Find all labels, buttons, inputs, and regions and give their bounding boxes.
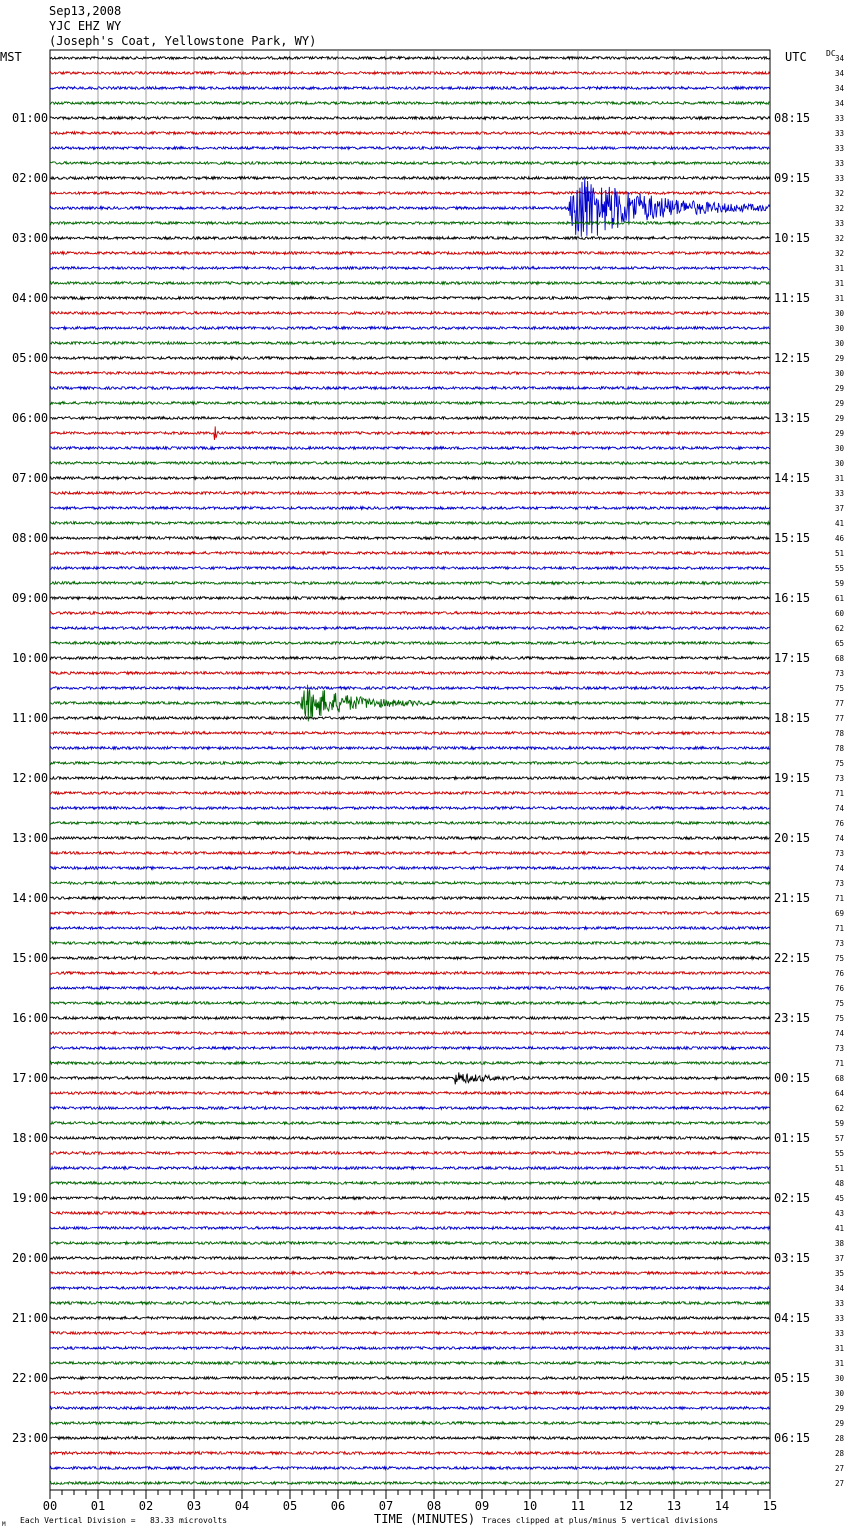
dc-offset-label: 27 <box>835 1479 845 1488</box>
left-hour-label: 22:00 <box>12 1371 49 1385</box>
trace-line <box>50 942 770 945</box>
dc-offset-label: 29 <box>835 429 845 438</box>
left-hour-label: 08:00 <box>12 531 49 545</box>
trace-line <box>50 1137 770 1140</box>
right-hour-label: 15:15 <box>774 531 811 545</box>
trace-line <box>50 1122 770 1125</box>
dc-offset-label: 62 <box>835 624 845 633</box>
clip-note: Traces clipped at plus/minus 5 vertical divisions <box>482 1516 719 1525</box>
dc-offset-label: 30 <box>835 459 845 468</box>
right-hour-label: 01:15 <box>774 1131 811 1145</box>
x-tick-label: 05 <box>282 1499 298 1513</box>
left-hour-label: 20:00 <box>12 1251 49 1265</box>
x-tick-label: 08 <box>426 1499 442 1513</box>
dc-offset-label: 78 <box>835 744 845 753</box>
trace-line <box>50 1482 770 1485</box>
trace-line <box>50 57 770 60</box>
trace-line <box>50 1047 770 1050</box>
trace-line <box>50 685 770 722</box>
dc-offset-label: 29 <box>835 354 845 363</box>
right-hour-label: 10:15 <box>774 231 811 245</box>
left-hour-label: 03:00 <box>12 231 49 245</box>
dc-offset-label: 76 <box>835 984 845 993</box>
trace-line <box>50 582 770 585</box>
trace-line <box>50 762 770 765</box>
trace-line <box>50 957 770 960</box>
trace-line <box>50 417 770 420</box>
trace-line <box>50 357 770 360</box>
dc-offset-label: 37 <box>835 504 845 513</box>
trace-line <box>50 102 770 105</box>
dc-offset-label: 33 <box>835 489 845 498</box>
dc-offset-label: 35 <box>835 1269 845 1278</box>
right-hour-label: 06:15 <box>774 1431 811 1445</box>
trace-line <box>50 492 770 495</box>
dc-offset-label: 32 <box>835 249 845 258</box>
x-axis <box>43 1490 777 1513</box>
left-hour-label: 04:00 <box>12 291 49 305</box>
left-hour-label: 09:00 <box>12 591 49 605</box>
right-hour-label: 12:15 <box>774 351 811 365</box>
right-hour-label: 17:15 <box>774 651 811 665</box>
trace-line <box>50 1317 770 1320</box>
x-axis-title: TIME (MINUTES) <box>374 1512 476 1526</box>
trace-line <box>50 927 770 930</box>
trace-line <box>50 1287 770 1290</box>
trace-line <box>50 867 770 870</box>
trace-line <box>50 402 770 405</box>
x-tick-label: 14 <box>714 1499 730 1513</box>
trace-line <box>50 222 770 225</box>
left-hour-label: 05:00 <box>12 351 49 365</box>
x-tick-label: 03 <box>186 1499 202 1513</box>
right-hour-label: 22:15 <box>774 951 811 965</box>
trace-line <box>50 1107 770 1110</box>
trace-line <box>50 1302 770 1305</box>
left-hour-label: 12:00 <box>12 771 49 785</box>
trace-line <box>50 1242 770 1245</box>
trace-line <box>50 297 770 300</box>
dc-offset-label: 34 <box>835 99 845 108</box>
trace-line <box>50 426 770 440</box>
x-tick-label: 02 <box>138 1499 154 1513</box>
dc-offset-label: 68 <box>835 654 845 663</box>
trace-line <box>50 672 770 675</box>
trace-line <box>50 1272 770 1275</box>
trace-line <box>50 1152 770 1155</box>
dc-offset-label: 29 <box>835 384 845 393</box>
dc-offset-label: 77 <box>835 714 845 723</box>
dc-offset-label: 30 <box>835 1389 845 1398</box>
dc-offset-label: 30 <box>835 309 845 318</box>
dc-offset-label: 65 <box>835 639 845 648</box>
dc-offset-label: 31 <box>835 474 845 483</box>
right-hour-label: 19:15 <box>774 771 811 785</box>
header-channel: YJC EHZ WY <box>49 19 122 33</box>
dc-offset-label: 32 <box>835 189 845 198</box>
dc-offset-label: 64 <box>835 1089 845 1098</box>
trace-line <box>50 282 770 285</box>
dc-offset-label: 31 <box>835 1344 845 1353</box>
dc-offset-label: 62 <box>835 1104 845 1113</box>
trace-line <box>50 1032 770 1035</box>
dc-offset-label: 29 <box>835 399 845 408</box>
dc-offset-label: 43 <box>835 1209 845 1218</box>
trace-line <box>50 507 770 510</box>
trace-line <box>50 1227 770 1230</box>
right-hour-label: 16:15 <box>774 591 811 605</box>
trace-line <box>50 732 770 735</box>
trace-line <box>50 237 770 240</box>
dc-offset-label: 31 <box>835 279 845 288</box>
dc-offset-label: 55 <box>835 564 845 573</box>
dc-offset-label: 76 <box>835 969 845 978</box>
left-hour-label: 07:00 <box>12 471 49 485</box>
trace-line <box>50 567 770 570</box>
right-hour-label: 20:15 <box>774 831 811 845</box>
x-tick-label: 00 <box>42 1499 58 1513</box>
trace-line <box>50 552 770 555</box>
dc-offset-label: 33 <box>835 174 845 183</box>
dc-offset-label: 48 <box>835 1179 845 1188</box>
trace-line <box>50 1072 770 1084</box>
left-hour-label: 23:00 <box>12 1431 49 1445</box>
dc-offset-label: 74 <box>835 1029 845 1038</box>
trace-line <box>50 312 770 315</box>
trace-line <box>50 178 770 237</box>
dc-offset-label: 28 <box>835 1449 845 1458</box>
dc-offset-label: 55 <box>835 1149 845 1158</box>
trace-line <box>50 972 770 975</box>
right-hour-label: 14:15 <box>774 471 811 485</box>
trace-line <box>50 1167 770 1170</box>
trace-line <box>50 1392 770 1395</box>
dc-offset-label: 31 <box>835 264 845 273</box>
dc-offset-label: 71 <box>835 1059 845 1068</box>
left-hour-label: 18:00 <box>12 1131 49 1145</box>
x-tick-label: 04 <box>234 1499 250 1513</box>
left-hour-label: 06:00 <box>12 411 49 425</box>
dc-offset-label: 73 <box>835 774 845 783</box>
right-hour-label: 18:15 <box>774 711 811 725</box>
trace-line <box>50 777 770 780</box>
dc-offset-label: 41 <box>835 1224 845 1233</box>
dc-offset-label: 57 <box>835 1134 845 1143</box>
right-zone-label: UTC <box>785 50 807 64</box>
dc-offset-label: 34 <box>835 69 845 78</box>
dc-offset-label: 29 <box>835 1404 845 1413</box>
trace-line <box>50 1092 770 1095</box>
trace-line <box>50 642 770 645</box>
trace-line <box>50 117 770 120</box>
dc-offset-label: 45 <box>835 1194 845 1203</box>
trace-line <box>50 1467 770 1470</box>
trace-line <box>50 822 770 825</box>
dc-offset-label: 71 <box>835 789 845 798</box>
dc-offset-label: 74 <box>835 864 845 873</box>
x-tick-label: 01 <box>90 1499 106 1513</box>
dc-offset-label: 33 <box>835 159 845 168</box>
trace-line <box>50 912 770 915</box>
dc-offset-label: 30 <box>835 444 845 453</box>
dc-offset-label: 30 <box>835 339 845 348</box>
trace-line <box>50 1062 770 1065</box>
right-hour-label: 08:15 <box>774 111 811 125</box>
left-hour-label: 02:00 <box>12 171 49 185</box>
left-zone-label: MST <box>0 50 22 64</box>
dc-offset-label: 78 <box>835 729 845 738</box>
dc-offset-label: 33 <box>835 129 845 138</box>
left-hour-label: 11:00 <box>12 711 49 725</box>
right-hour-label: 04:15 <box>774 1311 811 1325</box>
right-hour-label: 21:15 <box>774 891 811 905</box>
dc-offset-label: 75 <box>835 954 845 963</box>
trace-line <box>50 837 770 840</box>
trace-line <box>50 522 770 525</box>
trace-line <box>50 342 770 345</box>
trace-line <box>50 72 770 75</box>
dc-offset-label: 33 <box>835 1329 845 1338</box>
right-hour-label: 11:15 <box>774 291 811 305</box>
trace-line <box>50 462 770 465</box>
dc-offset-label: 75 <box>835 999 845 1008</box>
dc-offset-label: 33 <box>835 144 845 153</box>
x-tick-label: 07 <box>378 1499 394 1513</box>
left-hour-label: 13:00 <box>12 831 49 845</box>
trace-line <box>50 807 770 810</box>
dc-offset-label: 28 <box>835 1434 845 1443</box>
dc-offset-label: 31 <box>835 1359 845 1368</box>
dc-offset-label: 32 <box>835 204 845 213</box>
trace-line <box>50 1197 770 1200</box>
dc-offset-label: 73 <box>835 849 845 858</box>
dc-offset-label: 73 <box>835 669 845 678</box>
trace-line <box>50 1377 770 1380</box>
trace-line <box>50 1422 770 1425</box>
trace-line <box>50 1347 770 1350</box>
dc-offset-label: 33 <box>835 219 845 228</box>
trace-line <box>50 687 770 690</box>
corner-mark: M <box>2 1521 6 1528</box>
x-tick-label: 10 <box>522 1499 538 1513</box>
dc-offset-label: 33 <box>835 1314 845 1323</box>
trace-line <box>50 372 770 375</box>
trace-line <box>50 477 770 480</box>
dc-offset-label: 60 <box>835 609 845 618</box>
trace-line <box>50 387 770 390</box>
trace-group <box>50 57 770 1485</box>
trace-line <box>50 327 770 330</box>
dc-offset-label: 59 <box>835 1119 845 1128</box>
dc-offset-label: 69 <box>835 909 845 918</box>
dc-offset-label: 32 <box>835 234 845 243</box>
dc-offset-label: 29 <box>835 414 845 423</box>
dc-offset-label: 76 <box>835 819 845 828</box>
dc-offset-label: 71 <box>835 924 845 933</box>
dc-offset-label: 46 <box>835 534 845 543</box>
dc-offset-labels <box>835 54 845 1488</box>
x-tick-label: 12 <box>618 1499 634 1513</box>
trace-line <box>50 147 770 150</box>
trace-line <box>50 447 770 450</box>
trace-line <box>50 87 770 90</box>
x-tick-label: 13 <box>666 1499 682 1513</box>
dc-offset-label: 51 <box>835 549 845 558</box>
right-hour-label: 03:15 <box>774 1251 811 1265</box>
trace-line <box>50 1002 770 1005</box>
dc-offset-label: 75 <box>835 684 845 693</box>
trace-line <box>50 1407 770 1410</box>
dc-offset-label: 73 <box>835 939 845 948</box>
dc-offset-label: 71 <box>835 894 845 903</box>
left-hour-label: 14:00 <box>12 891 49 905</box>
trace-line <box>50 1437 770 1440</box>
trace-line <box>50 192 770 195</box>
trace-line <box>50 1332 770 1335</box>
dc-offset-label: 74 <box>835 804 845 813</box>
trace-line <box>50 717 770 720</box>
trace-line <box>50 1017 770 1020</box>
right-hour-label: 13:15 <box>774 411 811 425</box>
right-hour-label: 23:15 <box>774 1011 811 1025</box>
dc-offset-label: 73 <box>835 1044 845 1053</box>
right-hour-label: 02:15 <box>774 1191 811 1205</box>
left-hour-label: 16:00 <box>12 1011 49 1025</box>
trace-line <box>50 177 770 180</box>
trace-line <box>50 747 770 750</box>
left-hour-label: 15:00 <box>12 951 49 965</box>
dc-offset-label: 31 <box>835 294 845 303</box>
trace-line <box>50 612 770 615</box>
dc-offset-label: 73 <box>835 879 845 888</box>
dc-offset-label: 33 <box>835 1299 845 1308</box>
dc-offset-label: 75 <box>835 759 845 768</box>
header-date: Sep13,2008 <box>49 4 122 18</box>
trace-line <box>50 627 770 630</box>
dc-offset-label: 61 <box>835 594 845 603</box>
left-hour-label: 19:00 <box>12 1191 49 1205</box>
right-hour-label: 00:15 <box>774 1071 811 1085</box>
x-tick-label: 09 <box>474 1499 490 1513</box>
left-hour-label: 21:00 <box>12 1311 49 1325</box>
trace-line <box>50 162 770 165</box>
dc-offset-label: 74 <box>835 834 845 843</box>
trace-line <box>50 852 770 855</box>
trace-line <box>50 132 770 135</box>
trace-line <box>50 1452 770 1455</box>
trace-line <box>50 267 770 270</box>
x-tick-label: 15 <box>762 1499 778 1513</box>
trace-line <box>50 657 770 660</box>
right-hour-label: 09:15 <box>774 171 811 185</box>
dc-offset-label: 27 <box>835 1464 845 1473</box>
right-hour-label: 05:15 <box>774 1371 811 1385</box>
dc-offset-label: 34 <box>835 84 845 93</box>
dc-offset-label: 33 <box>835 114 845 123</box>
dc-offset-label: 59 <box>835 579 845 588</box>
trace-line <box>50 987 770 990</box>
left-hour-label: 10:00 <box>12 651 49 665</box>
trace-line <box>50 897 770 900</box>
dc-offset-label: 68 <box>835 1074 845 1083</box>
dc-offset-label: 29 <box>835 1419 845 1428</box>
trace-line <box>50 1182 770 1185</box>
left-hour-label: 01:00 <box>12 111 49 125</box>
x-tick-label: 11 <box>570 1499 586 1513</box>
dc-offset-label: 30 <box>835 369 845 378</box>
dc-offset-label: 30 <box>835 1374 845 1383</box>
trace-line <box>50 792 770 795</box>
trace-line <box>50 252 770 255</box>
trace-line <box>50 882 770 885</box>
dc-label: DC <box>826 49 836 58</box>
dc-offset-label: 38 <box>835 1239 845 1248</box>
dc-offset-label: 41 <box>835 519 845 528</box>
header-location: (Joseph's Coat, Yellowstone Park, WY) <box>49 34 317 48</box>
trace-line <box>50 1362 770 1365</box>
trace-line <box>50 1257 770 1260</box>
dc-offset-label: 77 <box>835 699 845 708</box>
dc-offset-label: 37 <box>835 1254 845 1263</box>
dc-offset-label: 30 <box>835 324 845 333</box>
dc-offset-label: 75 <box>835 1014 845 1023</box>
trace-line <box>50 537 770 540</box>
left-hour-label: 17:00 <box>12 1071 49 1085</box>
trace-line <box>50 597 770 600</box>
dc-offset-label: 34 <box>835 1284 845 1293</box>
dc-offset-label: 34 <box>835 54 845 63</box>
dc-offset-label: 51 <box>835 1164 845 1173</box>
x-tick-label: 06 <box>330 1499 346 1513</box>
trace-line <box>50 1212 770 1215</box>
scale-note: Each Vertical Division = 83.33 microvolts <box>20 1516 228 1525</box>
